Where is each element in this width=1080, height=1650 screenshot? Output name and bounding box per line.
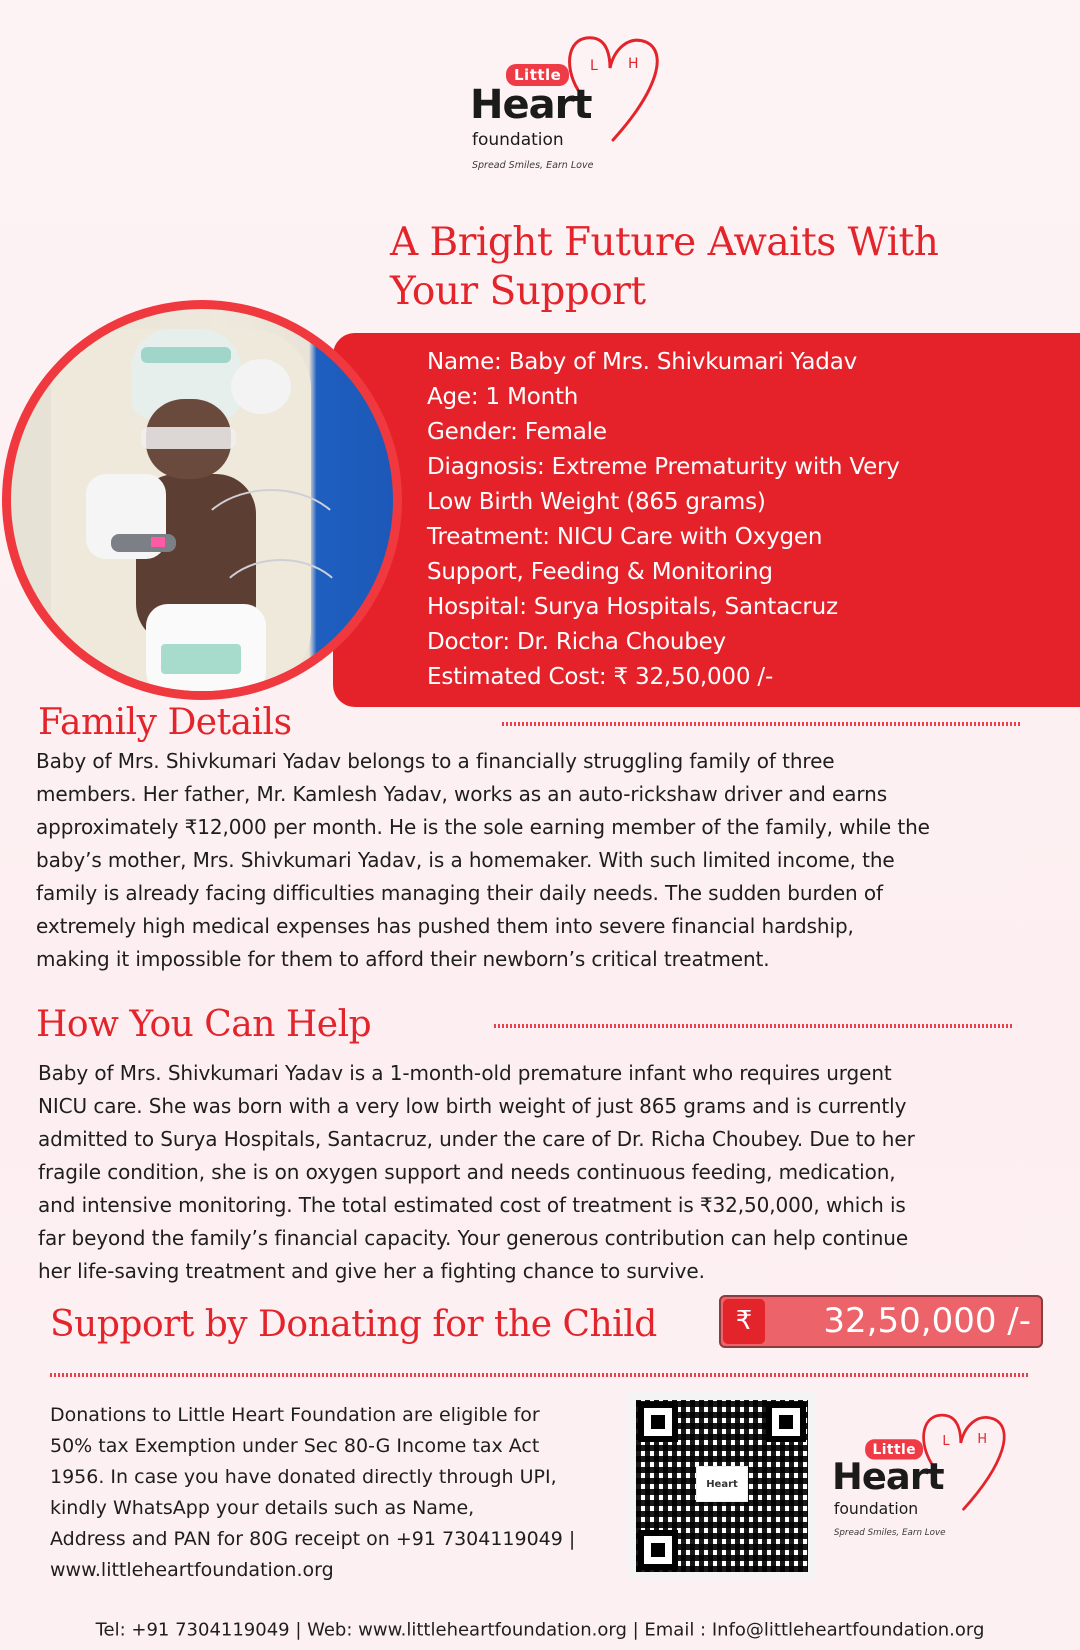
family-details-text: Baby of Mrs. Shivkumari Yadav belongs to a financially struggling family of three members. Her father, Mr. Kamlesh Yadav, works as an auto-rickshaw driver and earns approximately ₹12,000 per month. He is the sole earning member of the family, while the baby’s mother, Mrs. Shivkumari Yadav, is a homemaker. With such limited income, the family is already facing difficulties managing their daily needs. The sudden burden of extremely high medical expenses has pushed them into severe financial hardship, making it impossible for them to afford their newborn’s critical treatment. bbox=[36, 749, 930, 971]
logo-tagline: Spread Smiles, Earn Love bbox=[833, 1527, 946, 1538]
qr-logo: Heart bbox=[696, 1466, 748, 1502]
patient-name: Name: Baby of Mrs. Shivkumari Yadav bbox=[427, 349, 858, 375]
donation-qr-code[interactable] bbox=[628, 1392, 816, 1580]
baby-photo-frame bbox=[2, 300, 402, 700]
patient-gender: Gender: Female bbox=[427, 419, 607, 445]
patient-doctor: Doctor: Dr. Richa Choubey bbox=[427, 629, 726, 655]
patient-info-card bbox=[333, 333, 1080, 707]
page-title: A Bright Future Awaits With Your Support bbox=[390, 220, 939, 314]
logo-little-badge: Little bbox=[506, 64, 569, 86]
patient-treatment: Treatment: NICU Care with Oxygen bbox=[427, 524, 823, 550]
donate-heading: Support by Donating for the Child bbox=[50, 1304, 657, 1345]
patient-treatment-cont: Support, Feeding & Monitoring bbox=[427, 559, 773, 585]
website-link[interactable]: www.littleheartfoundation.org bbox=[50, 1559, 334, 1581]
logo-little-badge: Little bbox=[865, 1439, 923, 1459]
logo-heart-text: Heart bbox=[832, 1455, 944, 1499]
section-divider bbox=[50, 1373, 1030, 1377]
svg-text:H: H bbox=[977, 1431, 988, 1447]
logo-foundation-text: foundation bbox=[472, 130, 564, 150]
section-divider bbox=[494, 1024, 1012, 1028]
donation-amount: 32,50,000 /- bbox=[823, 1301, 1031, 1341]
contact-footer: Tel: +91 7304119049 | Web: www.littleheartfoundation.org | Email : Info@littleheartfoundation.org bbox=[95, 1619, 985, 1641]
patient-estimated-cost: Estimated Cost: ₹ 32,50,000 /- bbox=[427, 664, 774, 690]
patient-diagnosis: Diagnosis: Extreme Prematurity with Very bbox=[427, 454, 900, 480]
svg-text:H: H bbox=[628, 56, 639, 72]
family-details-heading: Family Details bbox=[38, 702, 292, 743]
svg-text:L: L bbox=[590, 58, 598, 74]
how-you-can-help-text: Baby of Mrs. Shivkumari Yadav is a 1-month-old premature infant who requires urgent NICU care. She was born with a very low birth weight of just 865 grams and is currently admitted to Surya Hospitals, Santacruz, under the care of Dr. Richa Choubey. Due to her fragile condition, she is on oxygen support and needs continuous feeding, medication, and intensive monitoring. The total estimated cost of treatment is ₹32,50,000, which is far beyond the family’s financial capacity. Your generous contribution can help continue her life-saving treatment and give her a fighting chance to survive. bbox=[38, 1061, 915, 1283]
donation-amount-box[interactable] bbox=[719, 1295, 1043, 1348]
rupee-icon: ₹ bbox=[723, 1299, 765, 1344]
logo-heart-text: Heart bbox=[470, 82, 592, 128]
svg-text:L: L bbox=[942, 1433, 950, 1449]
patient-age: Age: 1 Month bbox=[427, 384, 579, 410]
foundation-logo-bottom bbox=[832, 1408, 1007, 1546]
patient-diagnosis-cont: Low Birth Weight (865 grams) bbox=[427, 489, 766, 515]
logo-tagline: Spread Smiles, Earn Love bbox=[472, 160, 594, 171]
baby-photo bbox=[11, 309, 393, 691]
tax-exemption-text: Donations to Little Heart Foundation are eligible for 50% tax Exemption under Sec 80-G Income tax Act 1956. In case you have donated directly through UPI, kindly WhatsApp your details such as Name, Address and PAN for 80G receipt on +91 7304119049 | www.littleheartfoundation.org bbox=[50, 1400, 620, 1586]
logo-foundation-text: foundation bbox=[833, 1500, 919, 1519]
section-divider bbox=[502, 722, 1020, 726]
patient-hospital: Hospital: Surya Hospitals, Santacruz bbox=[427, 594, 838, 620]
foundation-logo bbox=[470, 30, 660, 180]
how-you-can-help-heading: How You Can Help bbox=[36, 1004, 372, 1045]
